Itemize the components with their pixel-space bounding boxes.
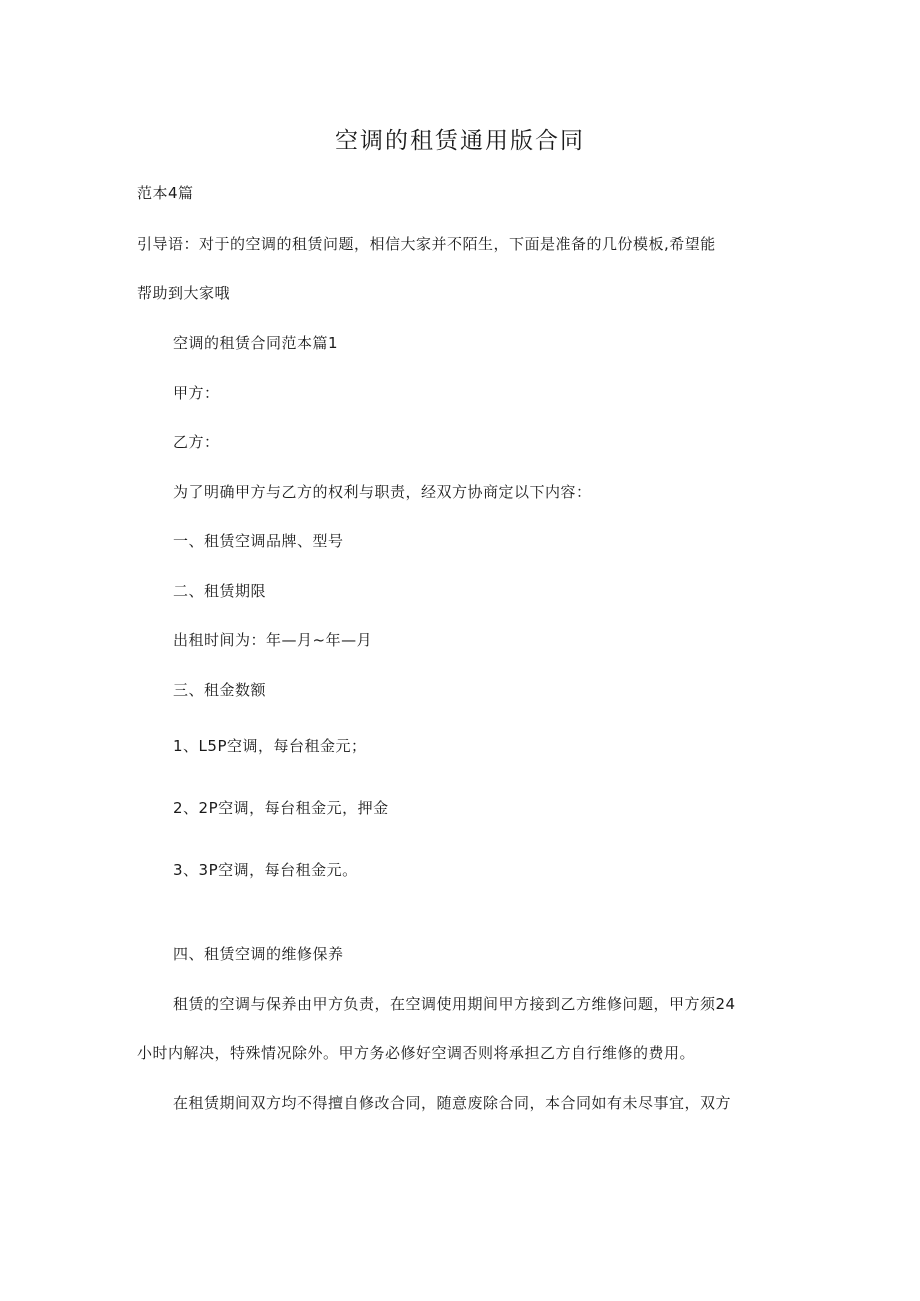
intro-line-1: 引导语：对于的空调的租赁问题，相信大家并不陌生，下面是准备的几份模板,希望能 [137,235,716,253]
rent-item-3: 3、3P空调，每台租金元。 [173,861,358,879]
rent-item-1: 1、L5P空调，每台租金元； [173,737,367,755]
clause-4-heading: 四、租赁空调的维修保养 [173,945,344,963]
maintenance-line-1: 租赁的空调与保养由甲方负责，在空调使用期间甲方接到乙方维修问题，甲方须24 [173,995,736,1013]
document-title: 空调的租赁通用版合同 [335,128,585,154]
maintenance-line-2: 小时内解决，特殊情况除外。甲方务必修好空调否则将承担乙方自行维修的费用。 [137,1044,696,1062]
clause-3-heading: 三、租金数额 [173,681,267,699]
intro-line-2: 帮助到大家哦 [137,284,231,302]
rent-item-2: 2、2P空调，每台租金元，押金 [173,799,389,817]
party-a-label: 甲方： [173,384,220,402]
modification-line-1: 在租赁期间双方均不得擅自修改合同，随意废除合同，本合同如有未尽事宜，双方 [173,1094,732,1112]
preamble-text: 为了明确甲方与乙方的权利与职责，经双方协商定以下内容： [173,483,592,501]
clause-2-heading: 二、租赁期限 [173,582,267,600]
lease-time-text: 出租时间为：年—月~年—月 [173,631,373,649]
section-heading: 空调的租赁合同范本篇1 [173,334,339,352]
document-subtitle: 范本4篇 [137,184,194,202]
clause-1-heading: 一、租赁空调品牌、型号 [173,532,344,550]
party-b-label: 乙方： [173,433,220,451]
